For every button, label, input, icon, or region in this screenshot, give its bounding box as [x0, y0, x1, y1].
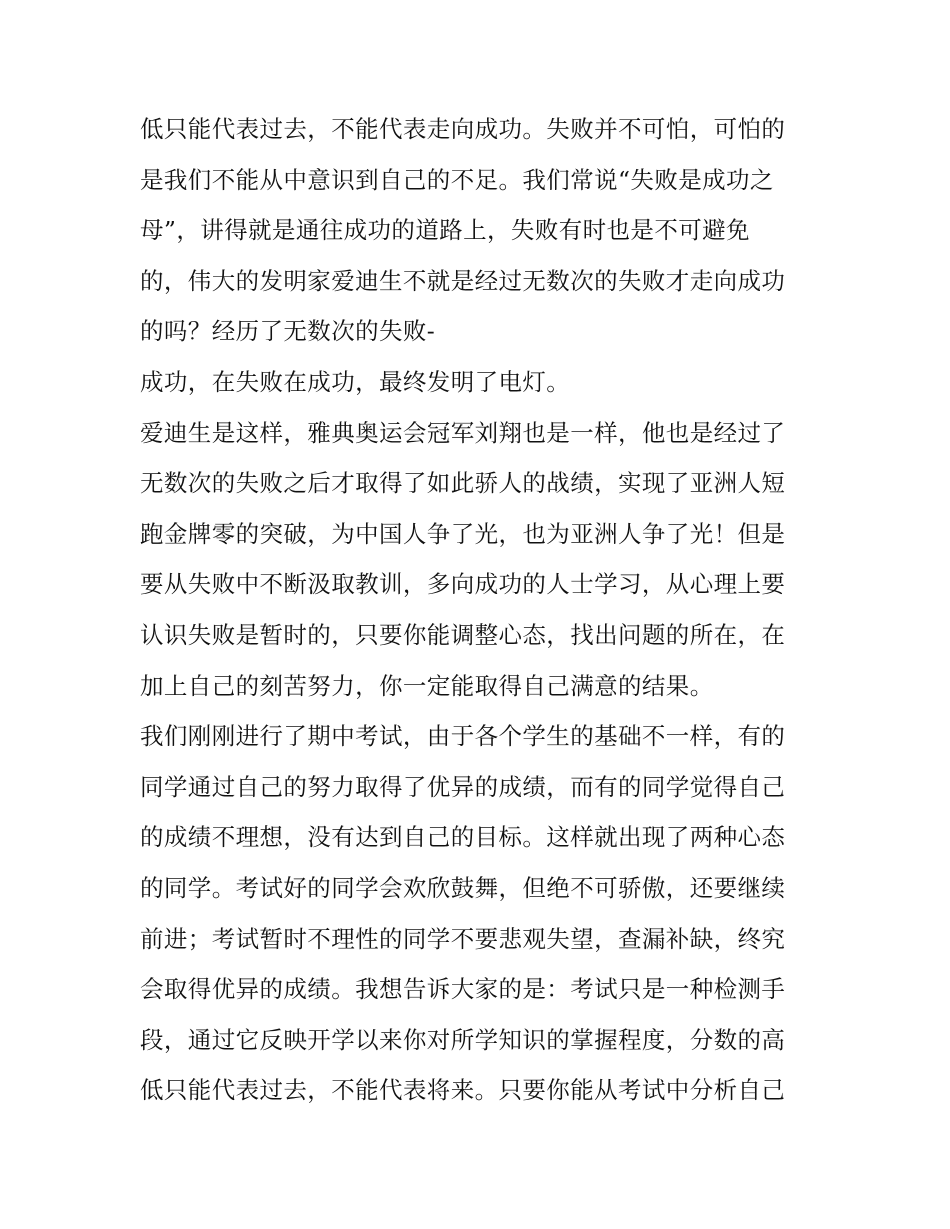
- text-line: 的吗？经历了无数次的失败-: [140, 317, 436, 346]
- text-line: 会取得优异的成绩。我想告诉大家的是：考试只是一种检测手: [140, 975, 786, 1004]
- text-line: 加上自己的刻苦努力，你一定能取得自己满意的结果。: [140, 671, 714, 700]
- text-line: 爱迪生是这样，雅典奥运会冠军刘翔也是一样，他也是经过了: [140, 418, 786, 447]
- text-line: 母”，讲得就是通往成功的道路上，失败有时也是不可避免: [140, 216, 750, 245]
- text-line: 的，伟大的发明家爱迪生不就是经过无数次的失败才走向成功: [140, 266, 786, 295]
- text-line: 无数次的失败之后才取得了如此骄人的战绩，实现了亚洲人短: [140, 469, 786, 498]
- text-line: 的同学。考试好的同学会欢欣鼓舞，但绝不可骄傲，还要继续: [140, 873, 786, 902]
- text-line: 前进；考试暂时不理性的同学不要悲观失望，查漏补缺，终究: [140, 924, 786, 953]
- text-line: 是我们不能从中意识到自己的不足。我们常说“失败是成功之: [140, 165, 774, 194]
- text-line: 低只能代表过去，不能代表将来。只要你能从考试中分析自己: [140, 1076, 786, 1105]
- text-line: 要从失败中不断汲取教训，多向成功的人士学习，从心理上要: [140, 570, 786, 599]
- text-line: 同学通过自己的努力取得了优异的成绩，而有的同学觉得自己: [140, 772, 786, 801]
- text-line: 成功，在失败在成功，最终发明了电灯。: [140, 367, 571, 396]
- document-body: [140, 104, 820, 1116]
- text-line: 跑金牌零的突破，为中国人争了光，也为亚洲人争了光！但是: [140, 519, 786, 548]
- text-line: 段，通过它反映开学以来你对所学知识的掌握程度，分数的高: [140, 1025, 786, 1054]
- text-line: 的成绩不理想，没有达到自己的目标。这样就出现了两种心态: [140, 823, 786, 852]
- text-line: 认识失败是暂时的，只要你能调整心态，找出问题的所在，在: [140, 620, 786, 649]
- text-line: 低只能代表过去，不能代表走向成功。失败并不可怕，可怕的: [140, 115, 786, 143]
- text-line: 我们刚刚进行了期中考试，由于各个学生的基础不一样，有的: [140, 722, 786, 751]
